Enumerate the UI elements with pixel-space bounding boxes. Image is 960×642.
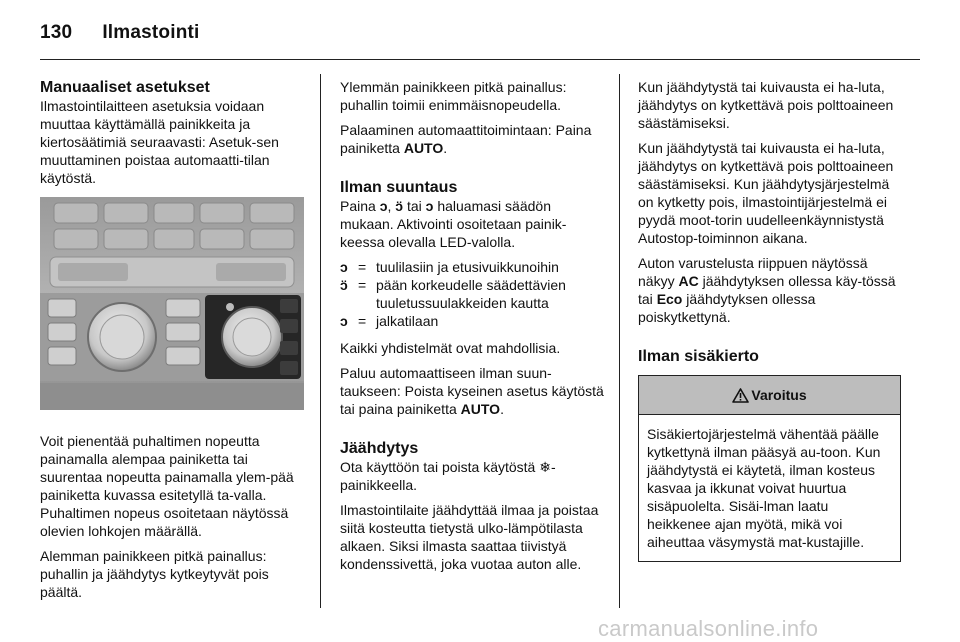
page-number: 130 [40, 22, 73, 43]
column-3 [638, 78, 902, 562]
section-heading-manual-settings: Manuaaliset asetukset [40, 79, 210, 96]
head-airflow-icon: ɔ̈ [340, 277, 348, 293]
page-header [40, 22, 200, 46]
paragraph: Kun jäähdytystä tai kuivausta ei ha-luta, jäähdytys on kytkettävä pois polttoaineen säästämiseksi. [638, 79, 894, 131]
warning-text: Sisäkiertojärjestelmä vähentää päälle kytkettynä ilman pääsyä au-toon. Kun jäähdytystä ei käytetä, ilman kosteus kasvaa ja ikkunat voivat huurtua sisäpuolelta. Sisäi-lman laatu heikkenee ajan myötä, mikä voi aiheuttaa väsymystä mat-kustajille. [647, 426, 881, 550]
list-item: ↄ = tuulilasiin ja etusivuikkunoihin [340, 259, 559, 275]
header-divider [40, 59, 920, 60]
section-heading-air-distribution: Ilman suuntaus [340, 179, 458, 196]
column-1 [40, 78, 304, 608]
paragraph: Ilmastointilaite jäähdyttää ilmaa ja poistaa siitä kosteutta tietystä ulko-lämpötilasta alkaen. Siksi ilmasta saattaa tiivistyä kondenssivettä, joka vuotaa auton alle. [340, 502, 599, 572]
warning-header [639, 376, 900, 415]
paragraph: Kun jäähdytystä tai kuivausta ei ha-luta, jäähdytys on kytkettävä pois polttoaineen säästämiseksi. Kun jäähdytysjärjestelmä on kytketty pois, ilmastointijärjestelmä ei pyydä moot-torin uudelleenkäynnistystä Autostop-toiminnon aikana. [638, 140, 894, 246]
paragraph: Alemman painikkeen pitkä painallus: puhallin ja jäähdytys kytkeytyvät pois päältä. [40, 548, 269, 600]
footwell-airflow-icon: ↄ [425, 198, 434, 214]
paragraph: Ota käyttöön tai poista käytöstä ❄-painikkeella. [340, 459, 556, 493]
section-heading-cooling: Jäähdytys [340, 440, 419, 457]
warning-title: Varoitus [751, 387, 807, 403]
paragraph: Palaaminen automaattitoimintaan: Paina painiketta AUTO. [340, 122, 592, 156]
windscreen-airflow-icon: ↄ [379, 198, 388, 214]
windscreen-airflow-icon: ↄ [340, 259, 348, 275]
column-divider [619, 74, 620, 608]
column-2 [340, 78, 604, 580]
paragraph: Ylemmän painikkeen pitkä painallus: puhallin toimii enimmäisnopeudella. [340, 79, 567, 113]
footwell-airflow-icon: ↄ [340, 313, 348, 329]
list-item: ↄ = jalkatilaan [340, 313, 439, 329]
column-divider [320, 74, 321, 608]
list-item: ɔ̈ = pään korkeudelle säädettävien tuuletussuulakkeiden kautta [340, 277, 566, 311]
head-airflow-icon: ɔ̈ [395, 198, 404, 214]
section-heading-recirculation: Ilman sisäkierto [638, 348, 759, 365]
snowflake-icon: ❄ [539, 459, 551, 475]
climate-control-panel-photo [40, 197, 304, 410]
paragraph: Auton varustelusta riippuen näytössä näkyy AC jäähdytyksen ollessa käy-tössä tai Eco jäähdytyksen ollessa poiskytkettynä. [638, 255, 896, 325]
watermark: carmanualsonline.info [598, 616, 819, 641]
paragraph: Paluu automaattiseen ilman suun-taukseen: Poista kyseinen asetus käytöstä tai paina painiketta AUTO. [340, 365, 604, 417]
chapter-title: Ilmastointi [102, 22, 200, 43]
paragraph: Paina ↄ, ɔ̈ tai ↄ haluamasi säädön mukaan. Aktivointi osoitetaan painik-keessa olevalla LED-valolla. [340, 198, 567, 250]
paragraph: Kaikki yhdistelmät ovat mahdollisia. [340, 340, 561, 356]
paragraph: Ilmastointilaitteen asetuksia voidaan muuttaa käyttämällä painikkeita ja kiertosäätimiä seuraavasti: Asetuk-sen muuttaminen poistaa automaatti-tilan käytöstä. [40, 98, 279, 186]
paragraph: Voit pienentää puhaltimen nopeutta painamalla alempaa painiketta tai suurentaa nopeutta painamalla ylem-pää painiketta kuvassa esitetyllä ta-valla. Puhaltimen nopeus osoitetaan näytössä olevien lohkojen määrällä. [40, 433, 294, 539]
symbol-definition-list [340, 258, 604, 330]
warning-triangle-icon [732, 388, 749, 403]
warning-box [638, 375, 901, 562]
